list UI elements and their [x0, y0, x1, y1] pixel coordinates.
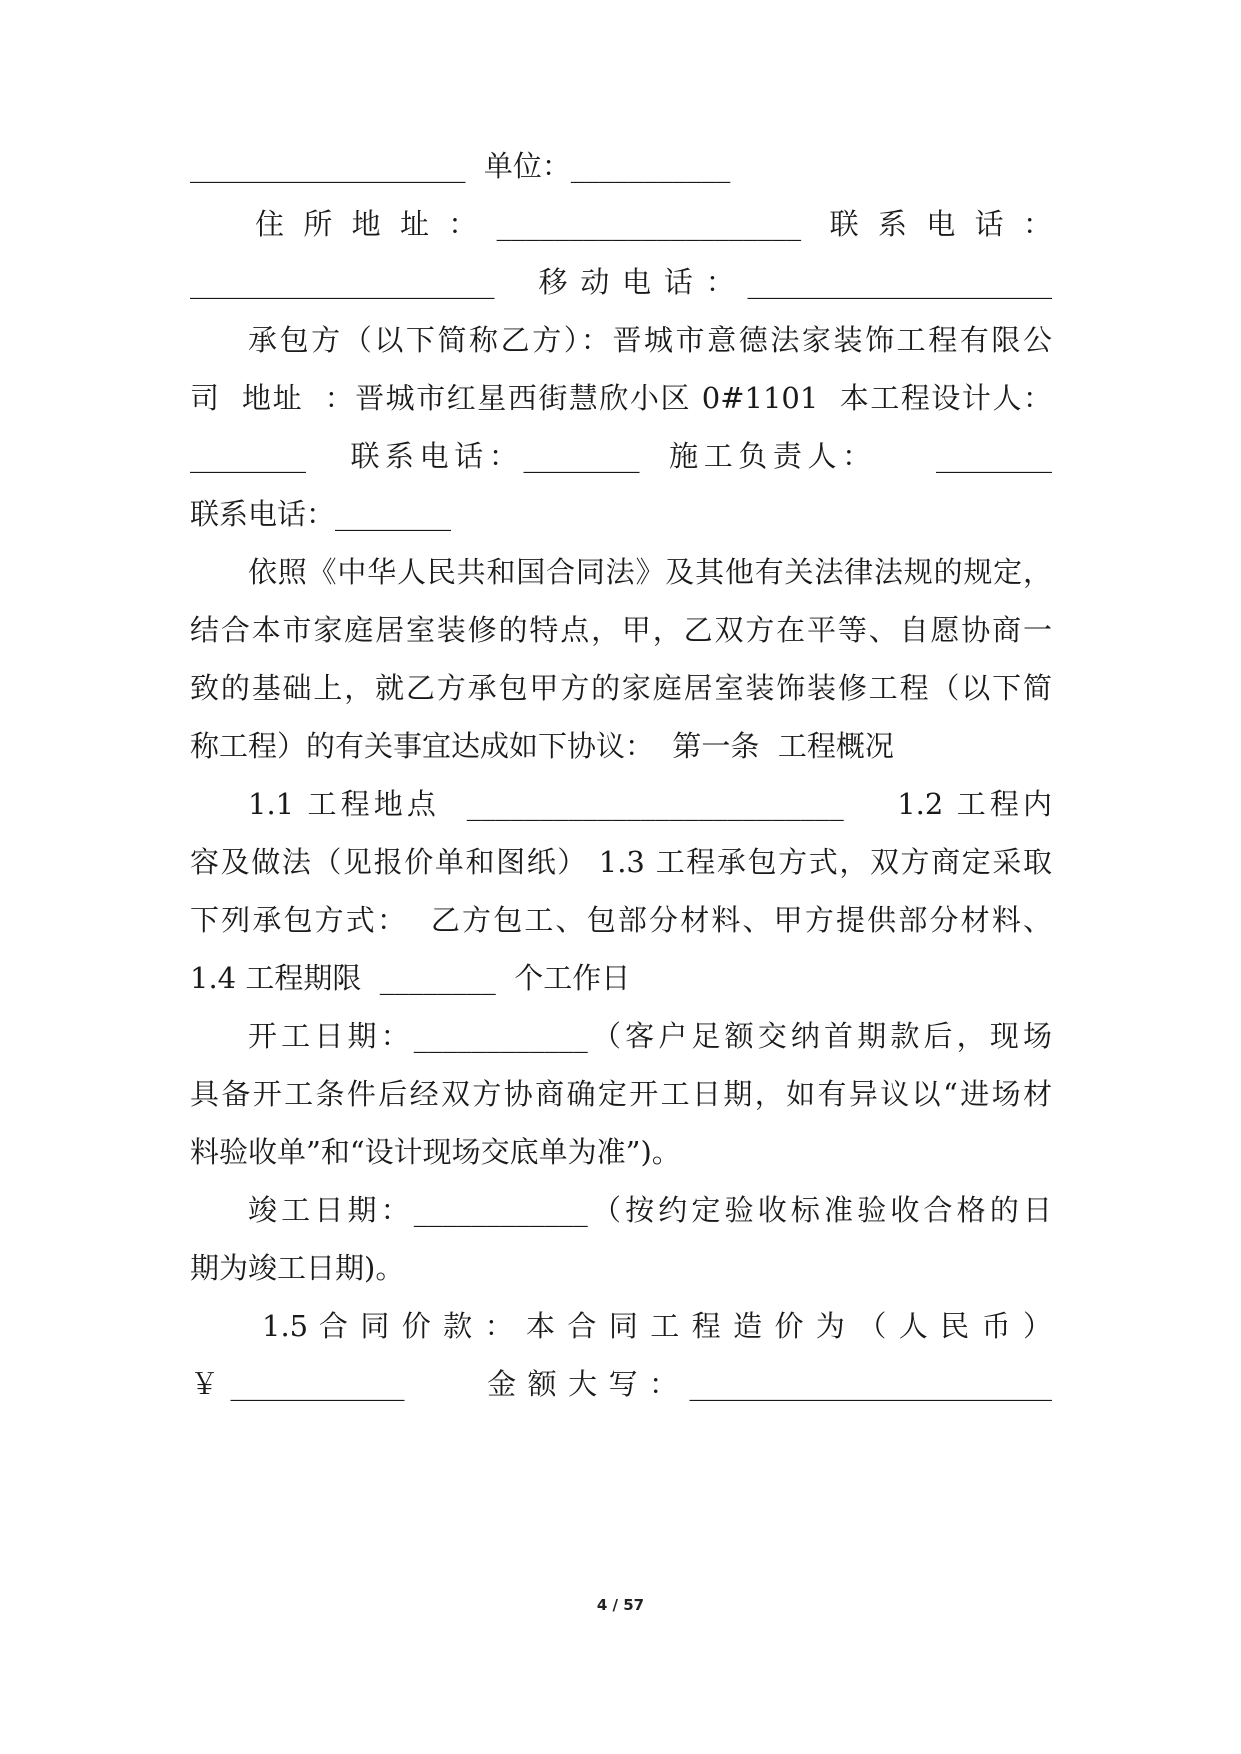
text-line-address-phone: 住 所 地 址 ： _____________________ 联 系 电 话 ： [255, 207, 1052, 241]
text-line-1-1: 1.1 工程地点 __________________________ 1.2 工程内 [248, 787, 1052, 821]
text-line-basis-3: 致的基础上，就乙方承包甲方的家庭居室装饰装修工程（以下简 [190, 671, 1052, 705]
text-line-start-date: 开工日期：____________（客户足额交纳首期款后，现场 [248, 1019, 1052, 1053]
text-line-contractor: 承包方（以下简称乙方）：晋城市意德法家装饰工程有限公 [248, 323, 1052, 357]
text-line-start-date-3: 料验收单”和“设计现场交底单为准”)。 [190, 1135, 681, 1169]
text-line-basis: 依照《中华人民共和国合同法》及其他有关法律法规的规定， [248, 555, 1052, 589]
text-line-completion-date: 竣工日期：____________（按约定验收标准验收合格的日 [248, 1193, 1052, 1227]
text-line-start-date-2: 具备开工条件后经双方协商确定开工日期，如有异议以“进场材 [190, 1077, 1052, 1111]
text-line-1-2: 容及做法（见报价单和图纸） 1.3 工程承包方式，双方商定采取 [190, 845, 1052, 879]
text-line-basis-2: 结合本市家庭居室装修的特点，甲，乙双方在平等、自愿协商一 [190, 613, 1052, 647]
page-number: 4 / 57 [596, 1596, 645, 1614]
text-line-unit: ___________________ 单位：___________ [190, 149, 731, 183]
text-line-1-5: 1.5 合 同 价 款 ： 本 合 同 工 程 造 价 为 （ 人 民 币 ） [262, 1309, 1052, 1343]
text-line-1-4: 1.4 工程期限 ________ 个工作日 [190, 961, 631, 995]
text-line-price: ￥____________ 金额大写：_________________________ [190, 1367, 1052, 1401]
text-line-contact-phone: 联系电话：________ [190, 497, 452, 531]
text-line-1-3: 下列承包方式： 乙方包工、包部分材料、甲方提供部分材料、 [190, 903, 1052, 937]
text-line-completion-date-2: 期为竣工日期)。 [190, 1251, 405, 1285]
text-line-designer-phone: ________ 联系电话：________ 施工负责人： ________ [190, 439, 1052, 473]
text-line-mobile: _____________________ 移动电话：_____________________ [190, 265, 1052, 299]
text-line-article-1: 称工程）的有关事宜达成如下协议： 第一条 工程概况 [190, 729, 894, 763]
text-line-contractor-address: 司 地址 ：晋城市红星西街慧欣小区 0#1101 本工程设计人： [190, 381, 1052, 415]
